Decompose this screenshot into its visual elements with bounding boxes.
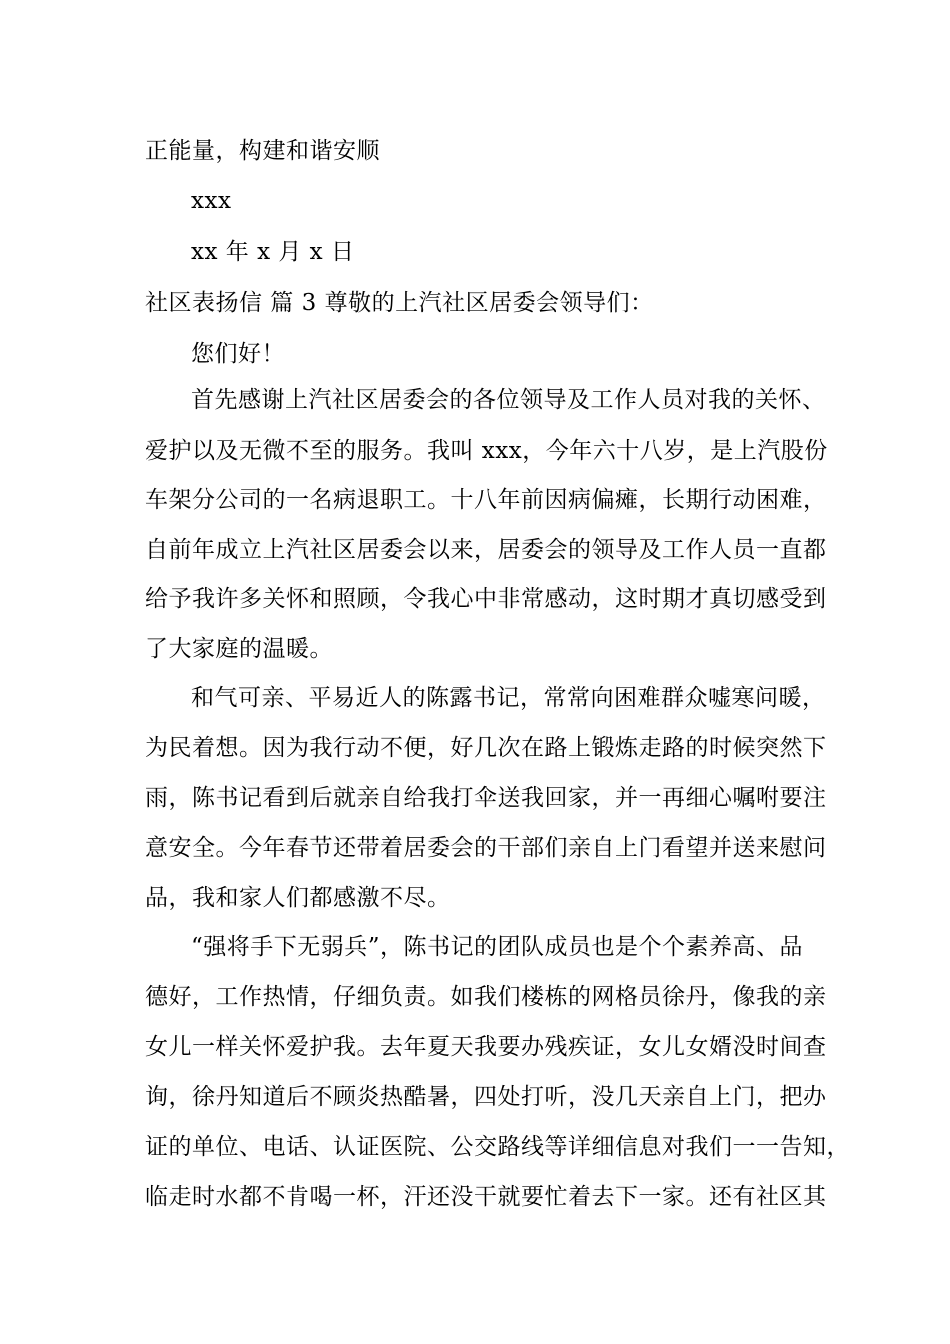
text-line: 意安全。今年春节还带着居委会的干部们亲自上门看望并送来慰问 xyxy=(145,835,827,861)
text-line: 正能量，构建和谐安顺 xyxy=(145,138,380,164)
text-line: 临走时水都不肯喝一杯，汗还没干就要忙着去下一家。还有社区其 xyxy=(145,1184,827,1210)
text-line: 为民着想。因为我行动不便，好几次在路上锻炼走路的时候突然下 xyxy=(145,735,827,761)
section-heading: 社区表扬信 篇 3 尊敬的上汽社区居委会领导们： xyxy=(145,290,654,316)
signature-name: xxx xyxy=(191,188,232,214)
text-line: 给予我许多关怀和照顾，令我心中非常感动，这时期才真切感受到 xyxy=(145,586,827,612)
text-line: 了大家庭的温暖。 xyxy=(145,636,333,662)
text-line: 德好，工作热情，仔细负责。如我们楼栋的网格员徐丹，像我的亲 xyxy=(145,984,827,1010)
text-line: 爱护以及无微不至的服务。我叫 xxx，今年六十八岁，是上汽股份 xyxy=(145,438,828,464)
text-line: “强将手下无弱兵”，陈书记的团队成员也是个个素养高、品 xyxy=(191,934,804,960)
text-line: 和气可亲、平易近人的陈露书记，常常向困难群众嘘寒问暖， xyxy=(191,685,826,711)
signature-date: xx 年 x 月 x 日 xyxy=(191,239,355,265)
text-line: 车架分公司的一名病退职工。十八年前因病偏瘫，长期行动困难， xyxy=(145,487,827,513)
text-line: 品，我和家人们都感激不尽。 xyxy=(145,885,451,911)
text-line: 自前年成立上汽社区居委会以来，居委会的领导及工作人员一直都 xyxy=(145,537,827,563)
text-line: 女儿一样关怀爱护我。去年夏天我要办残疾证，女儿女婿没时间查 xyxy=(145,1034,827,1060)
text-line: 雨，陈书记看到后就亲自给我打伞送我回家，并一再细心嘱咐要注 xyxy=(145,785,827,811)
text-line: 证的单位、电话、认证医院、公交路线等详细信息对我们一一告知， xyxy=(145,1134,850,1160)
text-line: 询，徐丹知道后不顾炎热酷暑，四处打听，没几天亲自上门，把办 xyxy=(145,1084,827,1110)
text-line: 首先感谢上汽社区居委会的各位领导及工作人员对我的关怀、 xyxy=(191,387,826,413)
greeting: 您们好！ xyxy=(191,341,285,367)
